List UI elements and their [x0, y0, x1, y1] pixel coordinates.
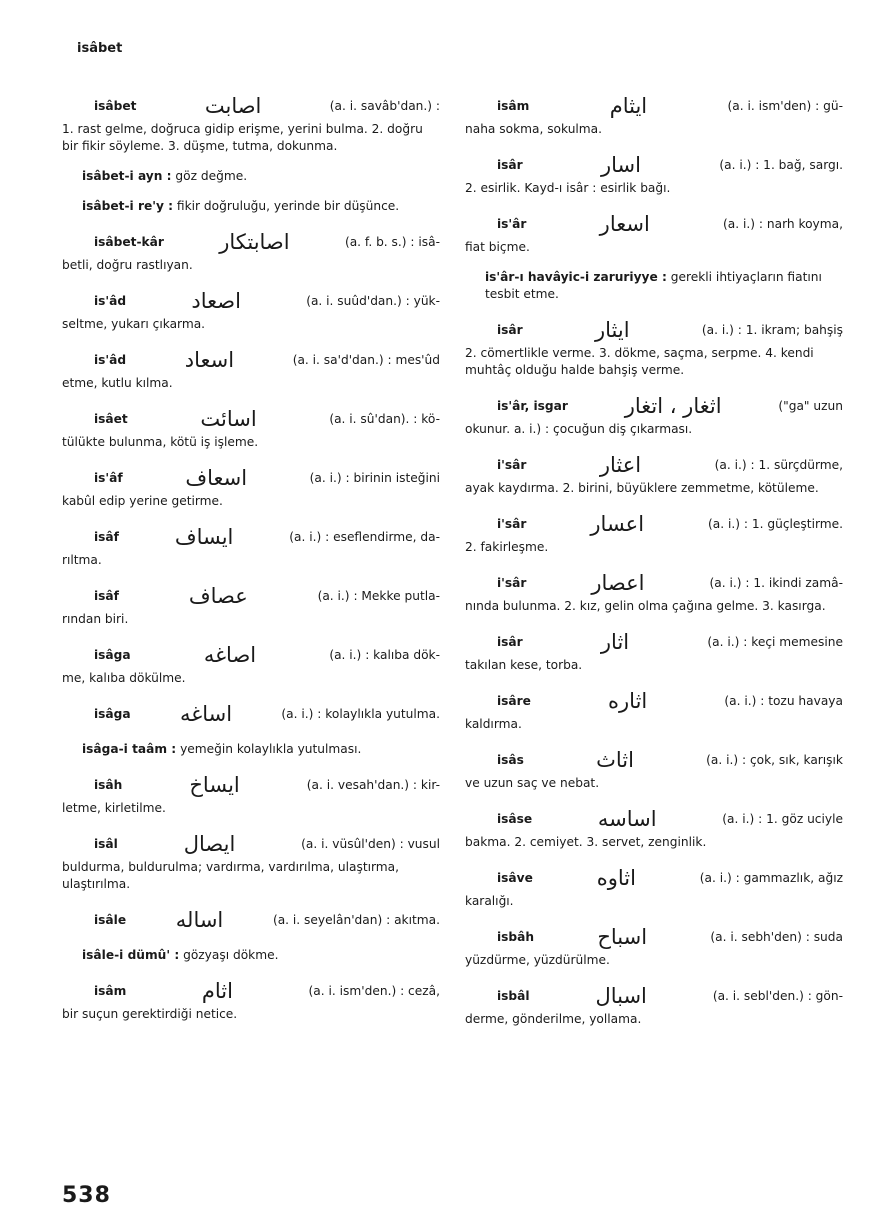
- entry-arabic-script: اثام: [201, 978, 233, 1003]
- entry-definition: 2. esirlik. Kayd-ı isâr : esirlik bağı.: [465, 181, 671, 195]
- entry-headword: isâr: [497, 634, 523, 649]
- entry-etymology: (a. i.) : narh koyma,: [723, 216, 843, 231]
- entry-arabic-script: ایثار: [594, 317, 630, 342]
- entry-definition: letme, kirletilme.: [62, 801, 166, 815]
- entry-definition: okunur. a. i.) : çocuğun diş çıkarması.: [465, 422, 693, 436]
- entry-headword: isâre: [497, 693, 531, 708]
- entry-etymology: (a. i. vüsûl'den) : vusul: [301, 836, 440, 851]
- entry-head-line: [465, 210, 843, 238]
- dictionary-entry: [465, 316, 843, 379]
- entry-head-line: [465, 510, 843, 538]
- entry-arabic-script: اعسار: [590, 511, 645, 536]
- sub-entry-text: [82, 947, 440, 964]
- entry-head-line: [465, 569, 843, 597]
- entry-definition: ve uzun saç ve nebat.: [465, 776, 600, 790]
- entry-arabic-script: اسائت: [200, 406, 257, 431]
- entry-headword: is'âd: [94, 293, 127, 308]
- sub-entry-text: [485, 269, 843, 303]
- entry-arabic-script: اساغه: [179, 701, 233, 726]
- entry-etymology: (a. i. savâb'dan.) :: [329, 98, 440, 113]
- entry-headword: i'sâr: [497, 457, 527, 472]
- entry-etymology: (a. i. sebl'den.) : gön-: [712, 988, 843, 1003]
- entry-headword: isbâl: [497, 988, 530, 1003]
- dictionary-entry: [465, 210, 843, 256]
- entry-definition: 1. rast gelme, doğruca gidip erişme, yerini bulma. 2. doğru bir fikir söyleme. 3. düşme, tutma, dokunma.: [62, 122, 423, 153]
- entry-head-line: [465, 151, 843, 179]
- sub-entry: [62, 947, 440, 964]
- entry-arabic-script: اصابت: [204, 93, 262, 118]
- entry-arabic-script: ایثام: [609, 93, 648, 118]
- entry-etymology: (a. i. ism'den.) : cezâ,: [308, 983, 440, 998]
- entry-arabic-script: ایساخ: [189, 772, 240, 797]
- entry-definition: derme, gönderilme, yollama.: [465, 1012, 642, 1026]
- entry-etymology: (a. i.) : kalıba dök-: [329, 647, 440, 662]
- entry-head-line: [62, 346, 440, 374]
- entry-headword: isâet: [94, 411, 128, 426]
- entry-etymology: (a. i.) : tozu havaya: [724, 693, 843, 708]
- entry-etymology: (a. i.) : 1. bağ, sargı.: [719, 157, 843, 172]
- entry-etymology: (a. i.) : 1. güçleştirme.: [708, 516, 843, 531]
- entry-head-line: [465, 982, 843, 1010]
- entry-arabic-script: اسعاد: [184, 347, 235, 372]
- dictionary-entry: [62, 582, 440, 628]
- sub-entry-text: [82, 168, 440, 185]
- entry-headword: isâs: [497, 752, 524, 767]
- entry-etymology: (a. i.) : kolaylıkla yutulma.: [281, 706, 440, 721]
- sub-entry: [465, 269, 843, 303]
- entry-etymology: (a. i.) : gammazlık, ağız: [699, 870, 843, 885]
- entry-definition: rıltma.: [62, 553, 102, 567]
- entry-definition: me, kalıba dökülme.: [62, 671, 186, 685]
- entry-definition: yüzdürme, yüzdürülme.: [465, 953, 610, 967]
- entry-definition: seltme, yukarı çıkarma.: [62, 317, 206, 331]
- dictionary-entry: [465, 687, 843, 733]
- entry-arabic-script: اثاث: [596, 747, 634, 772]
- sub-entry: [62, 198, 440, 215]
- entry-headword: isâga: [94, 647, 131, 662]
- sub-entry-headword: isâle-i dümû' :: [82, 948, 180, 962]
- entry-etymology: ("ga" uzun: [778, 398, 843, 413]
- dictionary-entry: [465, 805, 843, 851]
- entry-etymology: (a. i.) : keçi memesine: [707, 634, 843, 649]
- dictionary-entry: [62, 287, 440, 333]
- dictionary-entry: [465, 746, 843, 792]
- dictionary-entry: [465, 864, 843, 910]
- entry-head-line: [62, 700, 440, 728]
- entry-arabic-script: اصعاد: [191, 288, 241, 313]
- entry-definition: 2. cömertlikle verme. 3. dökme, saçma, serpme. 4. kendi muhtâç olduğu halde bahşiş verme.: [465, 346, 814, 377]
- entry-headword: isâr: [497, 322, 523, 337]
- entry-head-line: [62, 464, 440, 492]
- entry-headword: isâve: [497, 870, 533, 885]
- entry-headword: isâf: [94, 529, 119, 544]
- entry-headword: isâga: [94, 706, 131, 721]
- entry-headword: isâm: [94, 983, 127, 998]
- entry-definition: 2. fakirleşme.: [465, 540, 549, 554]
- entry-head-line: [465, 392, 843, 420]
- entry-definition: ayak kaydırma. 2. birini, büyüklere zemmetme, kötüleme.: [465, 481, 819, 495]
- entry-head-line: [62, 906, 440, 934]
- entry-head-line: [62, 771, 440, 799]
- sub-entry-headword: isâbet-i re'y :: [82, 199, 174, 213]
- entry-head-line: [62, 830, 440, 858]
- entry-definition: nında bulunma. 2. kız, gelin olma çağına gelme. 3. kasırga.: [465, 599, 826, 613]
- entry-arabic-script: ایساف: [174, 524, 234, 549]
- entry-arabic-script: اثار: [600, 629, 630, 654]
- dictionary-entry: [62, 977, 440, 1023]
- entry-arabic-script: اعثار: [599, 452, 642, 477]
- dictionary-entry: [62, 92, 440, 155]
- entry-head-line: [62, 405, 440, 433]
- dictionary-entry: [62, 641, 440, 687]
- entry-etymology: (a. i. sû'dan). : kö-: [329, 411, 440, 426]
- entry-etymology: (a. f. b. s.) : isâ-: [344, 234, 440, 249]
- sub-entry-definition: fikir doğruluğu, yerinde bir düşünce.: [176, 199, 400, 213]
- entry-head-line: [465, 864, 843, 892]
- entry-definition: tülükte bulunma, kötü iş işleme.: [62, 435, 259, 449]
- sub-entry-definition: yemeğin kolaylıkla yutulması.: [180, 742, 362, 756]
- entry-etymology: (a. i.) : birinin isteğini: [309, 470, 440, 485]
- entry-arabic-script: اسار: [601, 152, 641, 177]
- sub-entry-headword: isâga-i taâm :: [82, 742, 177, 756]
- entry-arabic-script: اسباح: [597, 924, 648, 949]
- dictionary-entry: [62, 830, 440, 893]
- entry-arabic-script: اساله: [175, 907, 224, 932]
- entry-arabic-script: اثاره: [608, 688, 648, 713]
- right-column: [465, 92, 843, 1041]
- sub-entry-definition: gözyaşı dökme.: [183, 948, 279, 962]
- entry-arabic-script: اسبال: [595, 983, 647, 1008]
- entry-head-line: [62, 582, 440, 610]
- entry-etymology: (a. i.) : 1. ikram; bahşiş: [701, 322, 843, 337]
- entry-arabic-script: اساسه: [597, 806, 657, 831]
- entry-definition: kaldırma.: [465, 717, 522, 731]
- entry-head-line: [465, 805, 843, 833]
- entry-definition: kabûl edip yerine getirme.: [62, 494, 223, 508]
- entry-head-line: [62, 287, 440, 315]
- dictionary-entry: [62, 405, 440, 451]
- entry-head-line: [465, 687, 843, 715]
- left-column: [62, 92, 440, 1036]
- entry-arabic-script: اسعاف: [185, 465, 248, 490]
- entry-definition: fiat biçme.: [465, 240, 530, 254]
- dictionary-entry: [62, 906, 440, 934]
- sub-entry: [62, 168, 440, 185]
- entry-headword: isâbet: [94, 98, 137, 113]
- sub-entry-headword: isâbet-i ayn :: [82, 169, 172, 183]
- dictionary-entry: [465, 982, 843, 1028]
- entry-definition: etme, kutlu kılma.: [62, 376, 173, 390]
- dictionary-entry: [465, 92, 843, 138]
- entry-etymology: (a. i. sa'd'dan.) : mes'ûd: [292, 352, 440, 367]
- entry-head-line: [62, 92, 440, 120]
- entry-headword: isâl: [94, 836, 118, 851]
- entry-head-line: [465, 628, 843, 656]
- entry-head-line: [465, 923, 843, 951]
- entry-definition: takılan kese, torba.: [465, 658, 583, 672]
- entry-head-line: [62, 641, 440, 669]
- entry-headword: i'sâr: [497, 575, 527, 590]
- entry-headword: isâf: [94, 588, 119, 603]
- entry-definition: bir suçun gerektirdiği netice.: [62, 1007, 238, 1021]
- entry-head-line: [465, 92, 843, 120]
- entry-headword: isâle: [94, 912, 127, 927]
- dictionary-entry: [465, 392, 843, 438]
- entry-etymology: (a. i. seyelân'dan) : akıtma.: [272, 912, 440, 927]
- entry-head-line: [465, 316, 843, 344]
- entry-headword: is'âd: [94, 352, 127, 367]
- entry-etymology: (a. i. ism'den) : gü-: [727, 98, 843, 113]
- dictionary-entry: [62, 464, 440, 510]
- sub-entry-text: [82, 741, 440, 758]
- dictionary-entry: [62, 523, 440, 569]
- dictionary-entry: [465, 569, 843, 615]
- sub-entry-headword: is'âr-ı havâyic-i zaruriyye :: [485, 270, 667, 284]
- entry-etymology: (a. i.) : 1. sürçdürme,: [714, 457, 843, 472]
- entry-arabic-script: عصاف: [188, 583, 248, 608]
- dictionary-entry: [465, 923, 843, 969]
- entry-arabic-script: اسعار: [599, 211, 650, 236]
- dictionary-entry: [465, 451, 843, 497]
- running-head: isâbet: [77, 41, 123, 56]
- entry-arabic-script: اثاوه: [596, 865, 636, 890]
- entry-arabic-script: اعصار: [591, 570, 645, 595]
- dictionary-entry: [465, 628, 843, 674]
- dictionary-entry: [465, 510, 843, 556]
- entry-headword: isâbet-kâr: [94, 234, 164, 249]
- entry-head-line: [465, 451, 843, 479]
- entry-etymology: (a. i. suûd'dan.) : yük-: [306, 293, 440, 308]
- entry-headword: isbâh: [497, 929, 535, 944]
- entry-arabic-script: اثغار ، اتغار: [624, 393, 722, 418]
- sub-entry-text: [82, 198, 440, 215]
- entry-headword: is'âf: [94, 470, 123, 485]
- sub-entry: [62, 741, 440, 758]
- entry-head-line: [62, 228, 440, 256]
- entry-etymology: (a. i.) : 1. göz uciyle: [722, 811, 843, 826]
- dictionary-entry: [465, 151, 843, 197]
- dictionary-entry: [62, 228, 440, 274]
- sub-entry-definition: gerekli ihtiyaçların fiatını tesbit etme.: [485, 270, 822, 301]
- entry-headword: isâm: [497, 98, 530, 113]
- entry-definition: buldurma, buldurulma; vardırma, vardırılma, ulaştırma, ulaştırılma.: [62, 860, 399, 891]
- entry-definition: naha sokma, sokulma.: [465, 122, 603, 136]
- sub-entry-definition: göz değme.: [175, 169, 248, 183]
- entry-head-line: [465, 746, 843, 774]
- entry-headword: isâse: [497, 811, 533, 826]
- entry-definition: rından biri.: [62, 612, 129, 626]
- entry-head-line: [62, 523, 440, 551]
- entry-etymology: (a. i.) : Mekke putla-: [317, 588, 440, 603]
- entry-arabic-script: اصابتكار: [219, 229, 290, 254]
- page-number: 538: [62, 1183, 111, 1208]
- entry-etymology: (a. i. sebh'den) : suda: [710, 929, 843, 944]
- dictionary-entry: [62, 700, 440, 728]
- entry-head-line: [62, 977, 440, 1005]
- entry-headword: isâh: [94, 777, 123, 792]
- dictionary-entry: [62, 346, 440, 392]
- entry-arabic-script: ایصال: [183, 831, 236, 856]
- entry-headword: i'sâr: [497, 516, 527, 531]
- entry-etymology: (a. i. vesah'dan.) : kir-: [306, 777, 440, 792]
- dictionary-entry: [62, 771, 440, 817]
- entry-definition: karalığı.: [465, 894, 514, 908]
- entry-definition: bakma. 2. cemiyet. 3. servet, zenginlik.: [465, 835, 707, 849]
- entry-arabic-script: اصاغه: [203, 642, 257, 667]
- entry-headword: isâr: [497, 157, 523, 172]
- entry-etymology: (a. i.) : eseflendirme, da-: [289, 529, 440, 544]
- entry-etymology: (a. i.) : çok, sık, karışık: [706, 752, 843, 767]
- entry-headword: is'âr: [497, 216, 527, 231]
- entry-definition: betli, doğru rastlıyan.: [62, 258, 193, 272]
- entry-headword: is'âr, isgar: [497, 398, 568, 413]
- entry-etymology: (a. i.) : 1. ikindi zamâ-: [709, 575, 843, 590]
